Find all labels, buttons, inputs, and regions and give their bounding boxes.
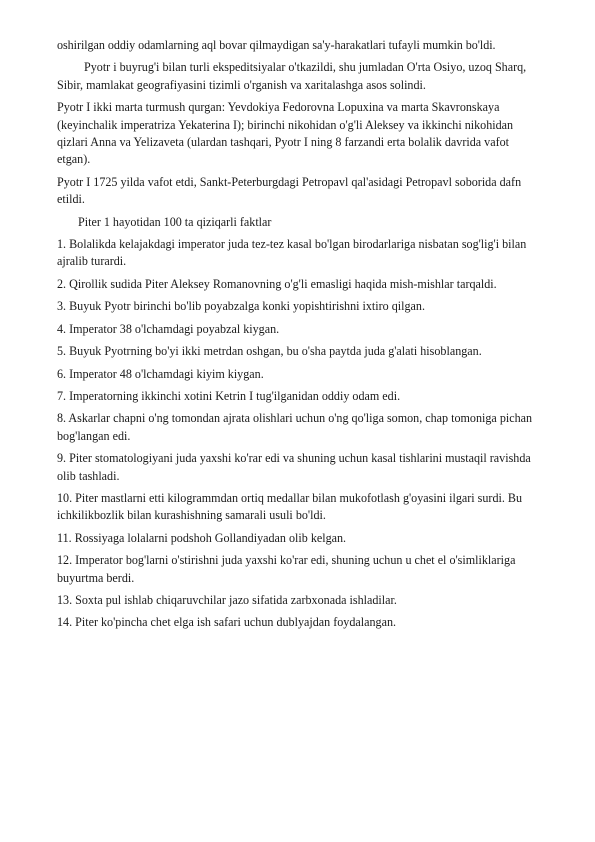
fact-item: 8. Askarlar chapni o'ng tomondan ajrata olishlari uchun o'ng qo'liga somon, chap tomoniga pichan bog'langan edi. <box>57 411 533 443</box>
paragraph-continued: oshirilgan oddiy odamlarning aql bovar qilmaydigan sa'y-harakatlari tufayli mumkin bo'ldi. <box>57 38 496 52</box>
paragraph-death: Pyotr I 1725 yilda vafot etdi, Sankt-Peterburgdagi Petropavl qal'asidagi Petropavl soborida dafn etildi. <box>57 174 522 207</box>
fact-item: 10. Piter mastlarni etti kilogrammdan ortiq medallar bilan mukofotlash g'oyasini ilgari surdi. Bu ichkilikbozlik bilan kurashishning samarali usuli bo'ldi. <box>57 490 523 523</box>
paragraph-expeditions: Pyotr i buyrug'i bilan turli ekspeditsiyalar o'tkazildi, shu jumladan O'rta Osiyo, uzoq Sharq, Sibir, mamlakat geografiyasini tizimli o'rganish va xaritalashga asos solindi. <box>57 60 527 92</box>
document-page <box>57 37 535 637</box>
facts-heading: Piter 1 hayotidan 100 ta qiziqarli faktlar <box>78 214 272 229</box>
fact-item: 11. Rossiyaga lolalarni podshoh Gollandiyadan olib kelgan. <box>57 530 347 545</box>
fact-item: 1. Bolalikda kelajakdagi imperator juda tez-tez kasal bo'lgan birodarlariga nisbatan sog'lig'i bilan ajralib turardi. <box>57 237 527 269</box>
fact-item: 13. Soxta pul ishlab chiqaruvchilar jazo sifatida zarbxonada ishladilar. <box>57 592 397 607</box>
fact-item: 12. Imperator bog'larni o'stirishni juda yaxshi ko'rar edi, shuning uchun u chet el o'simliklariga buyurtma berdi. <box>57 553 516 585</box>
fact-item: 4. Imperator 38 o'lchamdagi poyabzal kiygan. <box>57 321 280 336</box>
fact-item: 14. Piter ko'pincha chet elga ish safari uchun dublyajdan foydalangan. <box>57 615 397 630</box>
fact-item: 3. Buyuk Pyotr birinchi bo'lib poyabzalga konki yopishtirishni ixtiro qilgan. <box>57 299 425 314</box>
intro-section <box>57 37 535 209</box>
fact-item: 2. Qirollik sudida Piter Aleksey Romanovning o'g'li emasligi haqida mish-mishlar tarqaldi. <box>57 276 497 291</box>
facts-section <box>57 214 535 632</box>
paragraph-marriages: Pyotr I ikki marta turmush qurgan: Yevdokiya Fedorovna Lopuxina va marta Skavronskaya (keyinchalik imperatriza Yekaterina I); birinchi nikohidan o'g'li Aleksey va ikkinchi nikohidan qizlari Anna va Yelizaveta (ulardan tashqari, Pyotr I ning 8 farzandi erta bolalik davrida vafot etgan). <box>57 100 514 167</box>
fact-item: 5. Buyuk Pyotrning bo'yi ikki metrdan oshgan, bu o'sha paytda juda g'alati hisoblangan. <box>57 344 482 359</box>
fact-item: 7. Imperatorning ikkinchi xotini Ketrin I tug'ilganidan oddiy odam edi. <box>57 388 401 403</box>
fact-item: 6. Imperator 48 o'lchamdagi kiyim kiygan. <box>57 366 264 381</box>
fact-item: 9. Piter stomatologiyani juda yaxshi ko'rar edi va shuning uchun kasal tishlarini mustaqil ravishda olib tashladi. <box>57 451 531 483</box>
